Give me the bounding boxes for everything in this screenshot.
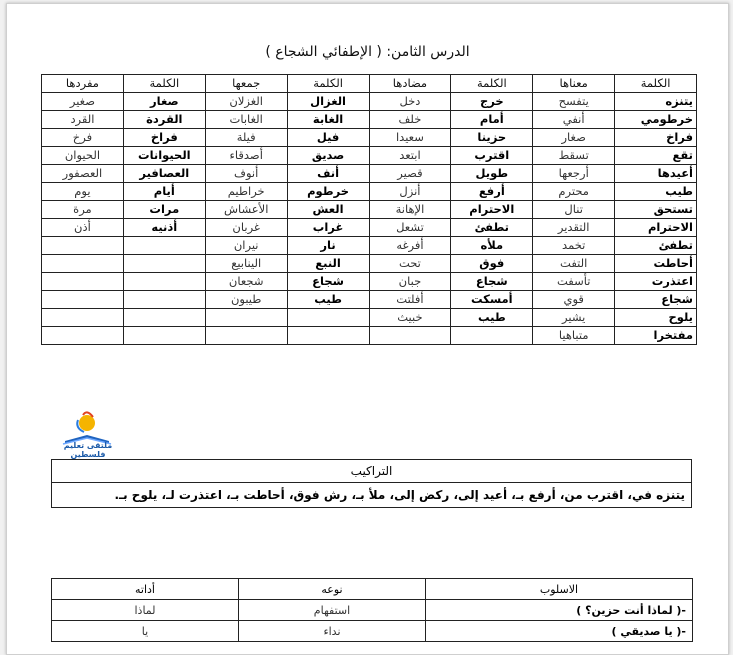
vocab-cell: صغار (123, 93, 205, 111)
vocab-cell: أمام (451, 111, 533, 129)
vocab-cell: العش (287, 201, 369, 219)
vocab-cell: فرخ (42, 129, 124, 147)
vocab-cell: يتنزه (615, 93, 697, 111)
vocab-cell: سعيدا (369, 129, 451, 147)
vocab-cell: محترم (533, 183, 615, 201)
table-row (42, 165, 697, 183)
vocab-cell: فيلة (205, 129, 287, 147)
vocab-cell (123, 291, 205, 309)
vocab-header-cell: الكلمة (287, 75, 369, 93)
table-row (42, 255, 697, 273)
vocab-cell: الحيوانات (123, 147, 205, 165)
table-row (42, 219, 697, 237)
vocab-cell (123, 327, 205, 345)
vocab-cell: تطفئ (451, 219, 533, 237)
vocab-cell: الغابات (205, 111, 287, 129)
vocab-cell: تنال (533, 201, 615, 219)
vocab-cell: تقع (615, 147, 697, 165)
lesson-title: الدرس الثامن: ( الإطفائي الشجاع ) (265, 44, 470, 60)
vocab-cell: غراب (287, 219, 369, 237)
vocab-cell: دخل (369, 93, 451, 111)
table-row (42, 111, 697, 129)
table-row (42, 273, 697, 291)
vocab-cell: أذن (42, 219, 124, 237)
styles-header-tool: أداته (52, 579, 239, 600)
vocab-cell (205, 309, 287, 327)
vocab-cell: مفتخرا (615, 327, 697, 345)
vocab-cell: صديق (287, 147, 369, 165)
vocab-header-cell: معناها (533, 75, 615, 93)
style-cell: -( يا صديقي ) (426, 621, 693, 642)
vocabulary-table (41, 74, 697, 345)
vocab-cell: متباهيا (533, 327, 615, 345)
vocab-cell (205, 327, 287, 345)
vocab-cell (123, 309, 205, 327)
vocab-cell: تأسفت (533, 273, 615, 291)
vocab-header-cell: الكلمة (615, 75, 697, 93)
styles-table (51, 578, 693, 642)
vocab-cell: تحت (369, 255, 451, 273)
vocab-cell: أرفع (451, 183, 533, 201)
table-row (42, 129, 697, 147)
vocab-cell: ملأه (451, 237, 533, 255)
vocab-cell: مرة (42, 201, 124, 219)
vocab-cell: طيب (615, 183, 697, 201)
vocab-header-cell: مفردها (42, 75, 124, 93)
vocab-cell: التقدير (533, 219, 615, 237)
vocab-cell: تستحق (615, 201, 697, 219)
vocab-cell: التفت (533, 255, 615, 273)
vocab-cell: فوق (451, 255, 533, 273)
vocab-cell: الغابة (287, 111, 369, 129)
vocab-cell (451, 327, 533, 345)
document-page (6, 3, 729, 655)
vocab-cell (42, 309, 124, 327)
vocab-cell (123, 273, 205, 291)
structures-header: التراكيب (52, 460, 692, 483)
vocab-cell: قصير (369, 165, 451, 183)
table-row (42, 183, 697, 201)
vocab-cell: ابتعد (369, 147, 451, 165)
vocab-cell: شجاع (615, 291, 697, 309)
vocab-cell: القرد (42, 111, 124, 129)
vocab-cell (123, 255, 205, 273)
vocab-cell: أيام (123, 183, 205, 201)
vocab-cell: الاحترام (451, 201, 533, 219)
type-cell: نداء (239, 621, 426, 642)
vocab-cell: شجاع (287, 273, 369, 291)
vocab-cell (369, 327, 451, 345)
vocab-cell (287, 309, 369, 327)
table-row (52, 621, 693, 642)
vocab-cell: الاحترام (615, 219, 697, 237)
vocab-cell: أعيدها (615, 165, 697, 183)
vocab-cell: النبع (287, 255, 369, 273)
vocab-cell: تطفئ (615, 237, 697, 255)
vocab-cell: صغار (533, 129, 615, 147)
table-row (42, 291, 697, 309)
vocab-cell (42, 273, 124, 291)
vocab-cell: أرجعها (533, 165, 615, 183)
vocab-cell: طيب (287, 291, 369, 309)
vocab-cell: الغزلان (205, 93, 287, 111)
vocab-cell: طيب (451, 309, 533, 327)
vocab-cell: أصدقاء (205, 147, 287, 165)
vocab-cell: شجعان (205, 273, 287, 291)
logo-text: ملتقى تعليم فلسطين (63, 441, 113, 459)
vocab-cell: قوي (533, 291, 615, 309)
vocab-cell: يلوح (615, 309, 697, 327)
vocab-cell: أذنيه (123, 219, 205, 237)
vocab-header-cell: الكلمة (451, 75, 533, 93)
styles-header-style: الاسلوب (426, 579, 693, 600)
vocab-cell: نار (287, 237, 369, 255)
style-cell: -( لماذا أنت حزين؟ ) (426, 600, 693, 621)
table-row (42, 327, 697, 345)
vocab-header-cell: الكلمة (123, 75, 205, 93)
vocab-cell: الأعشاش (205, 201, 287, 219)
styles-header-type: نوعه (239, 579, 426, 600)
vocab-cell: الإهانة (369, 201, 451, 219)
vocab-cell: فراخ (615, 129, 697, 147)
table-row (42, 309, 697, 327)
vocab-cell: أفلتت (369, 291, 451, 309)
vocab-cell: خرطومي (615, 111, 697, 129)
vocab-cell: فراخ (123, 129, 205, 147)
vocab-cell: غربان (205, 219, 287, 237)
vocab-cell: تخمد (533, 237, 615, 255)
vocab-cell: خبيث (369, 309, 451, 327)
tool-cell: لماذا (52, 600, 239, 621)
vocab-cell (42, 291, 124, 309)
vocab-header-cell: جمعها (205, 75, 287, 93)
vocab-cell: يشير (533, 309, 615, 327)
vocab-cell (42, 255, 124, 273)
vocab-cell: اعتذرت (615, 273, 697, 291)
vocab-cell: أفرغه (369, 237, 451, 255)
type-cell: استفهام (239, 600, 426, 621)
vocab-cell: خراطيم (205, 183, 287, 201)
table-row (42, 93, 697, 111)
vocab-cell (123, 237, 205, 255)
vocab-cell: العصافير (123, 165, 205, 183)
vocab-cell: تشعل (369, 219, 451, 237)
vocab-cell: أنفي (533, 111, 615, 129)
vocab-cell: الغزال (287, 93, 369, 111)
vocab-header-cell: مضادها (369, 75, 451, 93)
structures-body: يتنزه في، اقترب من، أرفع بـ، أعيد إلى، ركض إلى، ملأ بـ، رش فوق، أحاطت بـ، اعتذرت لـ، يلوح بـ. (52, 483, 692, 508)
vocab-cell: طيبون (205, 291, 287, 309)
vocab-cell: أنوف (205, 165, 287, 183)
vocab-cell: طويل (451, 165, 533, 183)
table-row (42, 201, 697, 219)
vocab-cell (287, 327, 369, 345)
vocab-cell: الينابيع (205, 255, 287, 273)
vocab-cell: حزينا (451, 129, 533, 147)
vocab-cell: خرطوم (287, 183, 369, 201)
table-row (42, 147, 697, 165)
tool-cell: يا (52, 621, 239, 642)
vocab-cell: فيل (287, 129, 369, 147)
vocab-cell (42, 327, 124, 345)
vocab-cell: اقترب (451, 147, 533, 165)
vocab-cell: يتفسح (533, 93, 615, 111)
vocab-cell: القردة (123, 111, 205, 129)
structures-table (51, 459, 692, 508)
vocab-cell: خرج (451, 93, 533, 111)
vocab-cell: الحيوان (42, 147, 124, 165)
vocab-cell: أنزل (369, 183, 451, 201)
vocab-cell: نيران (205, 237, 287, 255)
vocab-cell: أنف (287, 165, 369, 183)
vocab-cell: مرات (123, 201, 205, 219)
vocab-cell: أمسكت (451, 291, 533, 309)
vocab-cell (42, 237, 124, 255)
vocab-cell: يوم (42, 183, 124, 201)
vocab-cell: أحاطت (615, 255, 697, 273)
vocab-cell: شجاع (451, 273, 533, 291)
table-row (42, 237, 697, 255)
vocab-cell: خلف (369, 111, 451, 129)
vocab-cell: العصفور (42, 165, 124, 183)
vocab-cell: جبان (369, 273, 451, 291)
vocab-cell: تسقط (533, 147, 615, 165)
vocab-cell: صغير (42, 93, 124, 111)
table-row (52, 600, 693, 621)
